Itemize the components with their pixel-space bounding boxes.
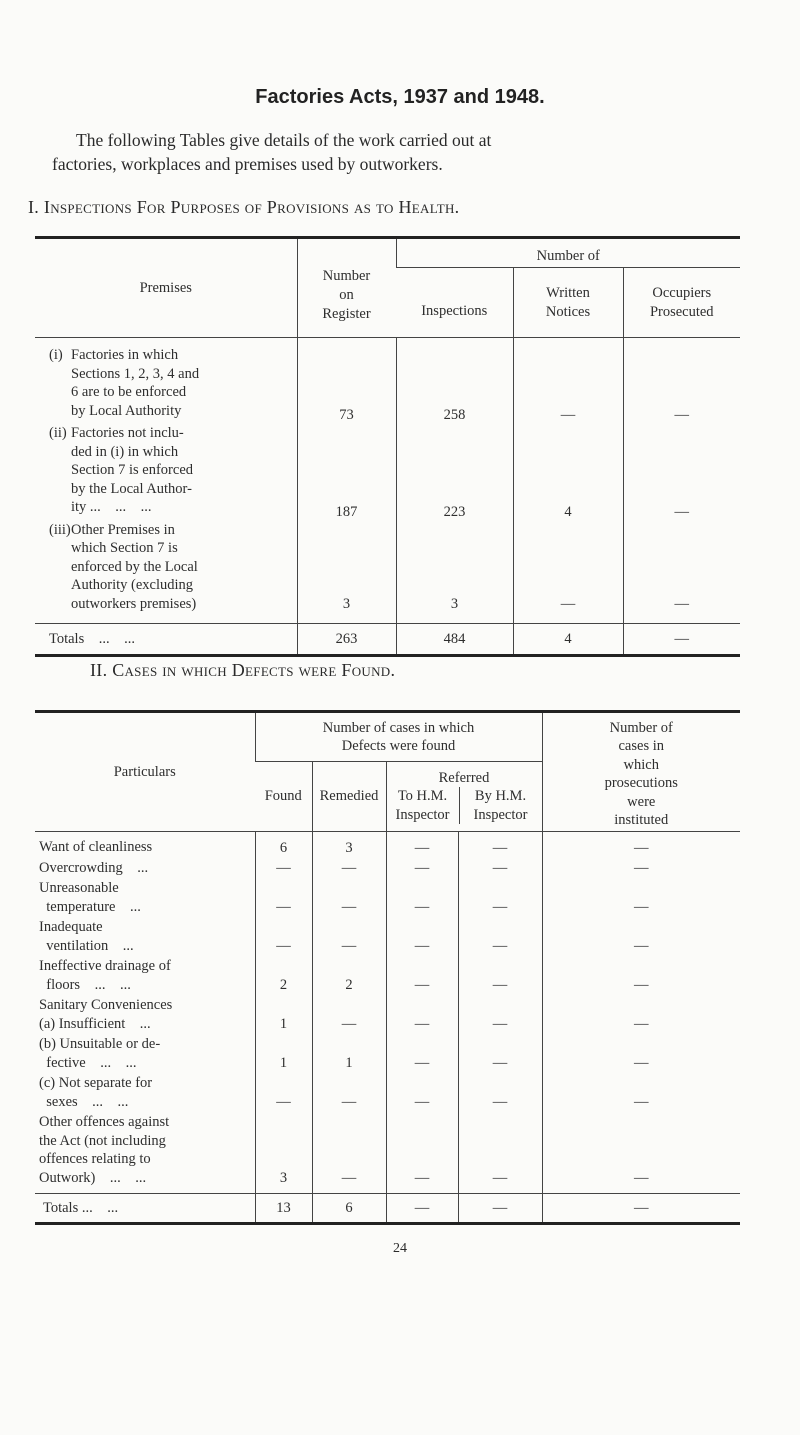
premises-text: by the Local Author- — [71, 480, 192, 497]
header-number-on-register — [297, 238, 396, 338]
header-found: Found — [255, 762, 312, 832]
premises-cell — [35, 424, 297, 521]
header-text: cases in — [618, 738, 664, 754]
header-defects-group — [255, 712, 542, 762]
found-total: 13 — [255, 1194, 312, 1224]
premises-text: Sections 1, 2, 3, 4 and — [71, 365, 200, 382]
header-text: Occupiers — [652, 284, 712, 301]
header-text: Referred — [438, 769, 490, 786]
remedied-cell: — — [312, 1111, 386, 1194]
to-hm-cell: — — [386, 857, 458, 878]
particulars-text: (a) Insufficient ... — [39, 1015, 151, 1032]
notices-total: 4 — [513, 624, 623, 656]
header-by-hm — [459, 787, 542, 824]
prosecuted-cell: — — [623, 338, 740, 425]
table-row — [35, 857, 740, 878]
table-row — [35, 994, 740, 1033]
section-heading-health: I. Inspections For Purposes of Provisions as to Health. — [28, 197, 460, 217]
particulars-cell — [35, 916, 255, 955]
particulars-text: Overcrowding ... — [39, 859, 149, 876]
inspections-cell: 258 — [396, 338, 513, 425]
by-hm-cell: — — [458, 1072, 542, 1111]
header-remedied: Remedied — [312, 762, 386, 832]
header-text: Notices — [545, 303, 591, 320]
table-row — [35, 1033, 740, 1072]
particulars-text: ventilation ... — [39, 937, 134, 954]
premises-text: Authority (excluding — [71, 577, 194, 593]
particulars-text: Unreasonable — [39, 880, 119, 896]
to-hm-total: — — [386, 1194, 458, 1224]
header-text: Register — [322, 305, 371, 322]
particulars-text: Want of cleanliness — [39, 839, 153, 855]
prosecuted-cell: — — [623, 424, 740, 521]
inspections-total: 484 — [396, 624, 513, 656]
prosecutions-cell: — — [542, 994, 740, 1033]
header-text: Prosecuted — [649, 303, 714, 320]
header-text: Inspector — [473, 806, 528, 823]
header-text: which — [623, 756, 659, 773]
table-row — [35, 832, 740, 857]
particulars-cell — [35, 1033, 255, 1072]
premises-text: ded in (i) in which — [71, 443, 179, 460]
header-text: Defects were found — [341, 738, 456, 754]
premises-cell — [35, 338, 297, 425]
prosecutions-cell: — — [542, 1111, 740, 1194]
particulars-cell — [35, 994, 255, 1033]
totals-row — [35, 624, 740, 656]
header-to-hm — [387, 787, 459, 824]
notices-cell: 4 — [513, 424, 623, 521]
by-hm-cell: — — [458, 994, 542, 1033]
inspections-cell: 3 — [396, 521, 513, 624]
by-hm-cell: — — [458, 1111, 542, 1194]
premises-text: which Section 7 is — [71, 540, 178, 556]
particulars-text: sexes ... ... — [39, 1093, 129, 1110]
by-hm-cell: — — [458, 916, 542, 955]
to-hm-cell: — — [386, 916, 458, 955]
register-cell: 3 — [297, 521, 396, 624]
remedied-cell: — — [312, 877, 386, 916]
to-hm-cell: — — [386, 955, 458, 994]
found-cell: 1 — [255, 994, 312, 1033]
prosecutions-cell: — — [542, 857, 740, 878]
remedied-cell: 1 — [312, 1033, 386, 1072]
totals-row — [35, 1194, 740, 1224]
found-cell: 3 — [255, 1111, 312, 1194]
remedied-cell: — — [312, 916, 386, 955]
premises-text: Section 7 is enforced — [71, 462, 194, 478]
to-hm-cell: — — [386, 1072, 458, 1111]
prosecutions-total: — — [542, 1194, 740, 1224]
header-text: were — [627, 793, 656, 810]
remedied-cell: 3 — [312, 832, 386, 857]
header-text: on — [339, 286, 354, 303]
header-premises: Premises — [35, 238, 297, 338]
intro-paragraph — [52, 128, 752, 176]
premises-text: ity ... ... ... — [71, 499, 152, 515]
particulars-text: Other offences against — [39, 1114, 170, 1130]
premises-text: by Local Authority — [71, 402, 182, 419]
table-row — [35, 1072, 740, 1111]
header-text: To H.M. — [397, 788, 448, 805]
particulars-cell — [35, 877, 255, 916]
header-prosecutions — [542, 712, 740, 832]
notices-cell: — — [513, 521, 623, 624]
prosecutions-cell: — — [542, 1072, 740, 1111]
table-row — [35, 338, 740, 425]
table-row — [35, 1111, 740, 1194]
particulars-text: offences relating to — [39, 1151, 151, 1167]
header-text: Number of — [609, 719, 673, 736]
to-hm-cell: — — [386, 1033, 458, 1072]
to-hm-cell: — — [386, 1111, 458, 1194]
intro-line: The following Tables give details of the work carried out at — [76, 130, 492, 150]
remedied-cell: 2 — [312, 955, 386, 994]
header-occupiers-prosecuted — [623, 268, 740, 338]
by-hm-total: — — [458, 1194, 542, 1224]
particulars-cell — [35, 832, 255, 857]
found-cell: 6 — [255, 832, 312, 857]
premises-cell — [35, 521, 297, 624]
header-text: Inspector — [395, 806, 450, 823]
particulars-cell — [35, 1111, 255, 1194]
particulars-text: Sanitary Conveniences — [39, 997, 173, 1013]
row-number: (iii) — [49, 521, 71, 538]
table-row — [35, 521, 740, 624]
header-text: By H.M. — [474, 788, 527, 805]
register-cell: 187 — [297, 424, 396, 521]
particulars-text: fective ... ... — [39, 1054, 137, 1071]
particulars-text: (c) Not separate for — [39, 1075, 153, 1091]
remedied-cell: — — [312, 994, 386, 1033]
prosecutions-cell: — — [542, 832, 740, 857]
prosecutions-cell: — — [542, 955, 740, 994]
table-row — [35, 955, 740, 994]
defects-table — [35, 710, 740, 1225]
by-hm-cell: — — [458, 1033, 542, 1072]
prosecuted-cell: — — [623, 521, 740, 624]
prosecutions-cell: — — [542, 916, 740, 955]
table-row — [35, 916, 740, 955]
totals-label: Totals ... ... — [35, 1194, 255, 1224]
remedied-cell: — — [312, 1072, 386, 1111]
particulars-cell — [35, 1072, 255, 1111]
header-particulars: Particulars — [35, 712, 255, 832]
register-cell: 73 — [297, 338, 396, 425]
page-title: Factories Acts, 1937 and 1948. — [255, 86, 545, 108]
remedied-cell: — — [312, 857, 386, 878]
table-row — [35, 424, 740, 521]
header-inspections: Inspections — [396, 268, 513, 338]
particulars-cell — [35, 955, 255, 994]
by-hm-cell: — — [458, 857, 542, 878]
found-cell: — — [255, 877, 312, 916]
found-cell: 2 — [255, 955, 312, 994]
header-text: Number of cases in which — [322, 719, 475, 736]
page-number: 24 — [393, 1241, 407, 1256]
header-referred — [386, 762, 542, 832]
particulars-text: Ineffective drainage of — [39, 958, 171, 974]
row-number: (ii) — [49, 425, 67, 441]
register-total: 263 — [297, 624, 396, 656]
premises-text: Factories not inclu- — [71, 425, 184, 441]
particulars-text: (b) Unsuitable or de- — [39, 1036, 161, 1052]
by-hm-cell: — — [458, 832, 542, 857]
particulars-text: Outwork) ... ... — [39, 1169, 147, 1186]
to-hm-cell: — — [386, 994, 458, 1033]
by-hm-cell: — — [458, 877, 542, 916]
premises-text: Other Premises in — [71, 521, 175, 538]
table-row — [35, 877, 740, 916]
premises-text: outworkers premises) — [71, 595, 197, 612]
header-text: instituted — [614, 812, 669, 828]
particulars-text: the Act (not including — [39, 1132, 166, 1149]
prosecuted-total: — — [623, 624, 740, 656]
to-hm-cell: — — [386, 832, 458, 857]
prosecutions-cell: — — [542, 1033, 740, 1072]
intro-line: factories, workplaces and premises used by outworkers. — [52, 154, 443, 174]
remedied-total: 6 — [312, 1194, 386, 1224]
section-heading-defects: II. Cases in which Defects were Found. — [90, 660, 396, 680]
by-hm-cell: — — [458, 955, 542, 994]
particulars-text: floors ... ... — [39, 976, 131, 993]
particulars-cell — [35, 857, 255, 878]
premises-text: 6 are to be enforced — [71, 384, 187, 400]
found-cell: — — [255, 1072, 312, 1111]
inspections-table — [35, 236, 740, 657]
row-number: (i) — [49, 347, 63, 363]
header-number-of: Number of — [396, 238, 740, 268]
found-cell: 1 — [255, 1033, 312, 1072]
to-hm-cell: — — [386, 877, 458, 916]
particulars-text: temperature ... — [39, 898, 141, 915]
header-text: prosecutions — [604, 775, 678, 791]
premises-text: Factories in which — [71, 347, 179, 363]
notices-cell: — — [513, 338, 623, 425]
header-written-notices — [513, 268, 623, 338]
found-cell: — — [255, 916, 312, 955]
premises-text: enforced by the Local — [71, 558, 198, 575]
header-text: Number — [322, 267, 371, 284]
prosecutions-cell: — — [542, 877, 740, 916]
particulars-text: Inadequate — [39, 919, 103, 935]
totals-label: Totals ... ... — [35, 624, 297, 656]
found-cell: — — [255, 857, 312, 878]
inspections-cell: 223 — [396, 424, 513, 521]
header-text: Written — [546, 284, 590, 301]
